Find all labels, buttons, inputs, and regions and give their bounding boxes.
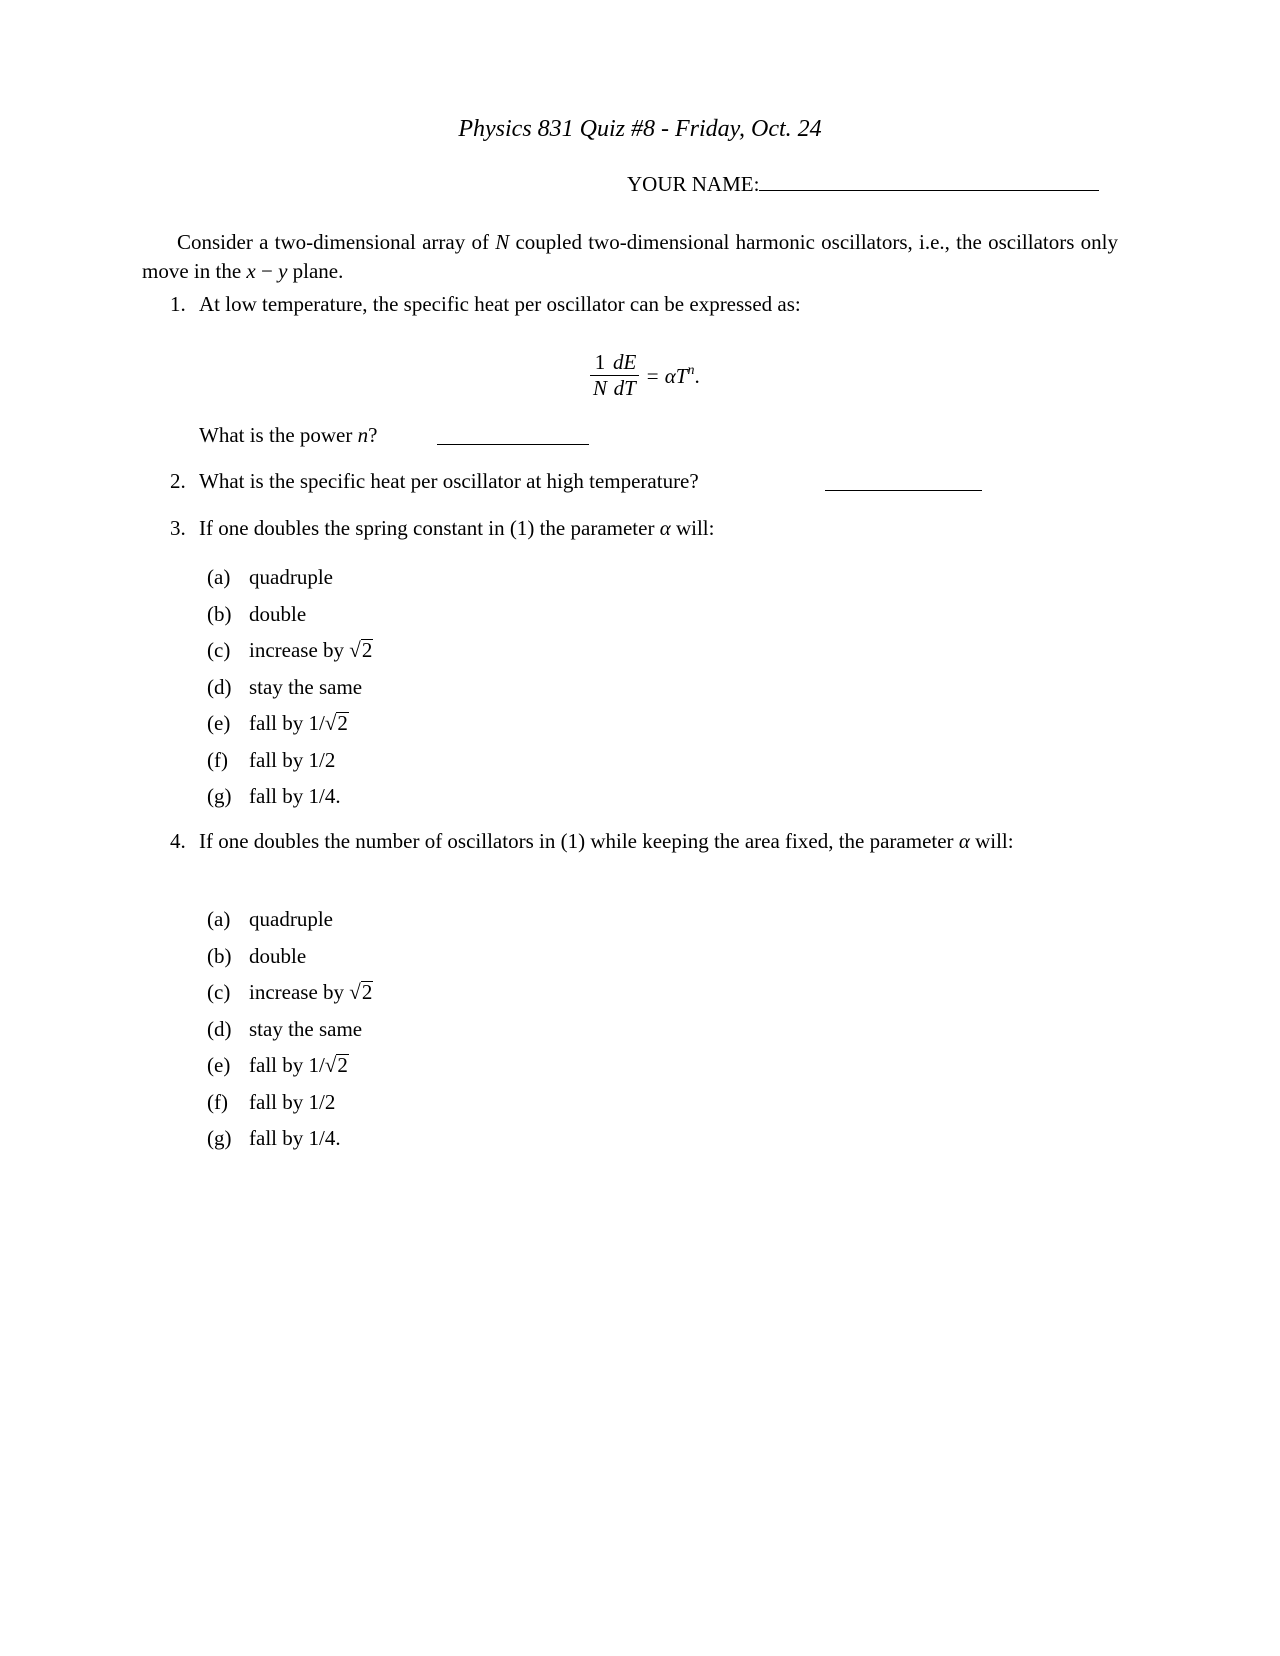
question-1-text: At low temperature, the specific heat per oscillator can be expressed as: (199, 292, 801, 316)
question-3-var-alpha: α (659, 516, 671, 540)
option-label: (f) (207, 747, 228, 772)
option-label: (b) (207, 943, 232, 968)
question-4-text-end: will: (969, 829, 1014, 853)
fraction-2-numerator: dE (610, 350, 639, 376)
question-2-number: 2. (170, 469, 186, 493)
option-label: (g) (207, 784, 232, 808)
name-blank-line[interactable] (759, 172, 1099, 191)
intro-var-n: N (495, 230, 510, 254)
option-text-main: fall by 1/ (249, 711, 325, 735)
sqrt-radicand: 2 (337, 711, 348, 735)
answer-2-blank[interactable] (825, 467, 982, 491)
option-text: quadruple (249, 907, 333, 931)
question-3-text-main: If one doubles the spring constant in (1) the parameter (199, 516, 660, 540)
intro-var-y: y (278, 259, 288, 283)
page-title: Physics 831 Quiz #8 - Friday, Oct. 24 (458, 116, 822, 142)
question-4-text-main: If one doubles the number of oscillators in (1) while keeping the area fixed, the parameter (199, 829, 959, 853)
sqrt-symbol: √2 (324, 711, 348, 735)
fraction-2-denominator: dT (613, 376, 636, 400)
option-text: stay the same (249, 1016, 363, 1041)
name-field-row (627, 172, 1099, 197)
question-1-number: 1. (170, 292, 186, 316)
answer-1-blank[interactable] (437, 421, 589, 445)
intro-var-x: x (246, 259, 256, 283)
question-3-number: 3. (170, 516, 186, 540)
sqrt-radicand: 2 (361, 980, 373, 1004)
option-label: (e) (207, 1053, 231, 1077)
option-text: double (249, 601, 307, 626)
question-4-text (199, 827, 1117, 856)
question-4 (170, 827, 1130, 887)
option-text: stay the same (249, 674, 363, 699)
option-text (249, 974, 373, 1011)
subquestion-text (199, 423, 377, 447)
option-text: double (249, 943, 307, 968)
question-3-text-end: will: (670, 516, 715, 540)
option-label: (d) (207, 674, 232, 699)
intro-minus: − (255, 259, 279, 283)
intro-text-1: Consider a two-dimensional array of (177, 230, 496, 254)
option-label: (e) (207, 711, 231, 735)
option-text: quadruple (249, 565, 333, 589)
equation-fraction-1 (590, 350, 610, 401)
fraction-1-denominator: N (593, 376, 608, 400)
option-label: (d) (207, 1016, 232, 1041)
equation-fraction-2 (610, 350, 639, 401)
question-4-var-alpha: α (958, 829, 970, 853)
option-label: (c) (207, 638, 231, 662)
subquestion-text-main: What is the power (199, 423, 358, 447)
option-label: (a) (207, 907, 231, 931)
option-label: (b) (207, 601, 232, 626)
question-3-text (199, 514, 714, 543)
fraction-1-numerator: 1 (590, 350, 610, 376)
option-label: (a) (207, 565, 231, 589)
option-text (249, 1047, 349, 1084)
sqrt-radicand: 2 (337, 1053, 348, 1077)
intro-paragraph (142, 228, 1118, 286)
intro-text-2: coupled two-dimensional harmonic oscillators, i.e., the oscillators only move in the (142, 230, 1118, 283)
subquestion-mark: ? (368, 423, 378, 447)
option-label: (f) (207, 1089, 228, 1114)
option-label: (g) (207, 1126, 232, 1150)
equation-period: . (694, 363, 700, 388)
option-text: fall by 1/4. (249, 1126, 341, 1150)
option-text: fall by 1/2 (249, 1089, 336, 1114)
sqrt-symbol: √2 (349, 980, 373, 1004)
option-text (249, 705, 349, 742)
option-text (249, 632, 373, 669)
option-text: fall by 1/4. (249, 784, 341, 808)
subquestion-var-n: n (357, 423, 369, 447)
sqrt-symbol: √2 (349, 638, 373, 662)
option-label: (c) (207, 980, 231, 1004)
question-1-subquestion (199, 421, 699, 450)
option-text-main: increase by (249, 980, 350, 1004)
name-label: YOUR NAME: (627, 172, 760, 196)
intro-text-3: plane. (287, 259, 344, 283)
option-text-main: increase by (249, 638, 350, 662)
question-1-equation (590, 350, 700, 410)
sqrt-symbol: √2 (324, 1053, 348, 1077)
equation-rhs-text: = αT (645, 363, 688, 388)
option-text: fall by 1/2 (249, 747, 336, 772)
equation-rhs (645, 363, 699, 389)
question-2-text: What is the specific heat per oscillator at high temperature? (199, 469, 699, 493)
question-4-number: 4. (170, 829, 186, 853)
sqrt-radicand: 2 (361, 638, 373, 662)
equation-exponent: n (687, 362, 695, 378)
option-text-main: fall by 1/ (249, 1053, 325, 1077)
